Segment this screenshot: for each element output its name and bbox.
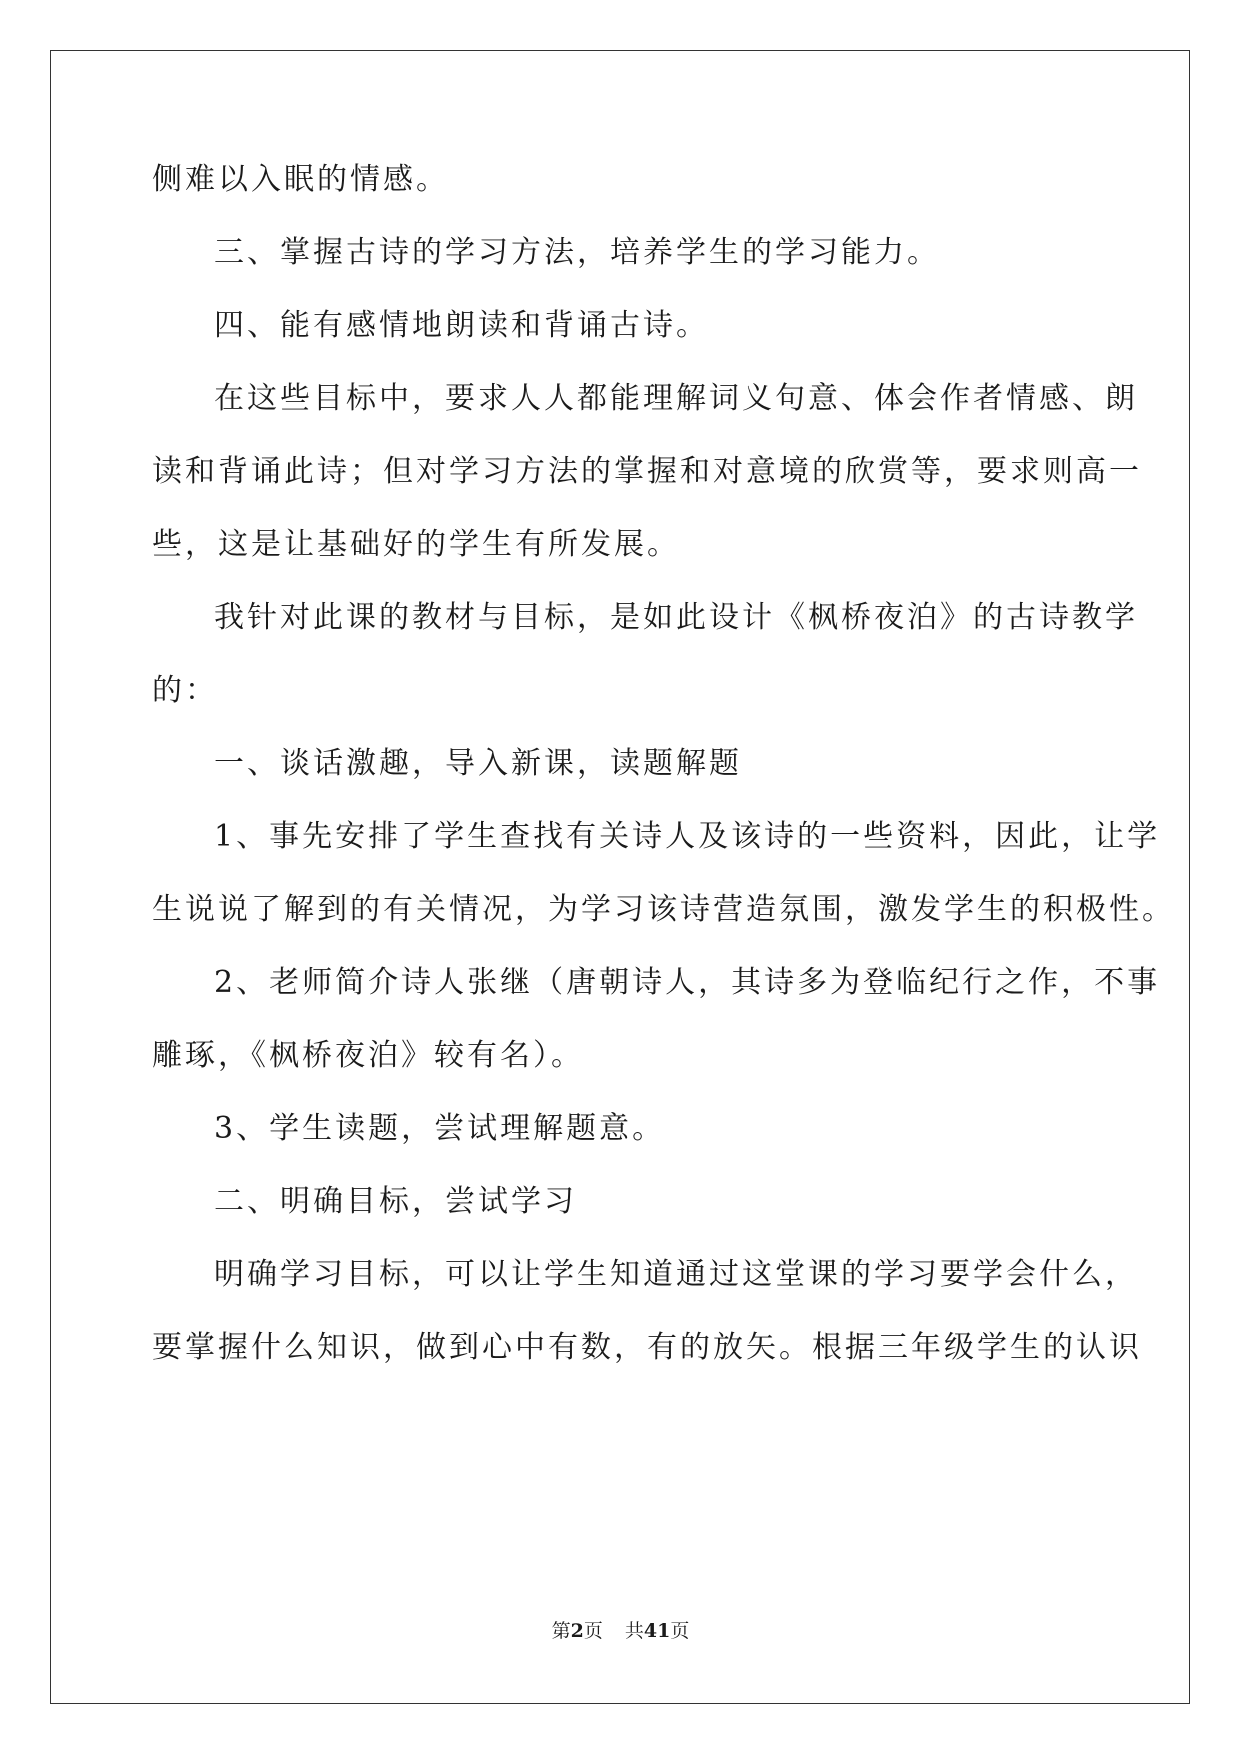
- text-line: 2、老师简介诗人张继（唐朝诗人，其诗多为登临纪行之作，不事: [214, 965, 1161, 1000]
- text-line: 在这些目标中，要求人人都能理解词义句意、体会作者情感、朗: [214, 381, 1138, 416]
- text-line: 生说说了解到的有关情况，为学习该诗营造氛围，激发学生的积极性。: [152, 892, 1175, 927]
- text-line: 我针对此课的教材与目标，是如此设计《枫桥夜泊》的古诗教学: [214, 600, 1138, 635]
- text-line: 明确学习目标，可以让学生知道通过这堂课的学习要学会什么，: [214, 1257, 1138, 1292]
- text-line: 二、明确目标，尝试学习: [214, 1184, 577, 1219]
- text-line: 三、掌握古诗的学习方法，培养学生的学习能力。: [214, 235, 940, 270]
- page-footer: [0, 1619, 1241, 1643]
- text-line: 些，这是让基础好的学生有所发展。: [152, 527, 680, 562]
- text-line: 侧难以入眠的情感。: [152, 162, 449, 197]
- text-line: 四、能有感情地朗读和背诵古诗。: [214, 308, 709, 343]
- total-suffix: 页: [670, 1620, 690, 1642]
- text-line: 一、谈话激趣，导入新课，读题解题: [214, 746, 742, 781]
- text-line: 1、事先安排了学生查找有关诗人及该诗的一些资料，因此，让学: [214, 819, 1161, 854]
- page-number: 2: [570, 1620, 584, 1642]
- text-line: 要掌握什么知识，做到心中有数，有的放矢。根据三年级学生的认识: [152, 1330, 1142, 1365]
- text-line: 的：: [152, 673, 218, 708]
- page-suffix: 页: [583, 1620, 603, 1642]
- total-prefix: 共: [624, 1620, 644, 1642]
- total-pages: 41: [643, 1620, 671, 1642]
- text-line: 雕琢，《枫桥夜泊》较有名）。: [152, 1038, 584, 1073]
- page-border: [50, 50, 1190, 1704]
- page-prefix: 第: [551, 1620, 571, 1642]
- text-line: 3、学生读题，尝试理解题意。: [214, 1111, 666, 1146]
- text-line: 读和背诵此诗；但对学习方法的掌握和对意境的欣赏等，要求则高一: [152, 454, 1142, 489]
